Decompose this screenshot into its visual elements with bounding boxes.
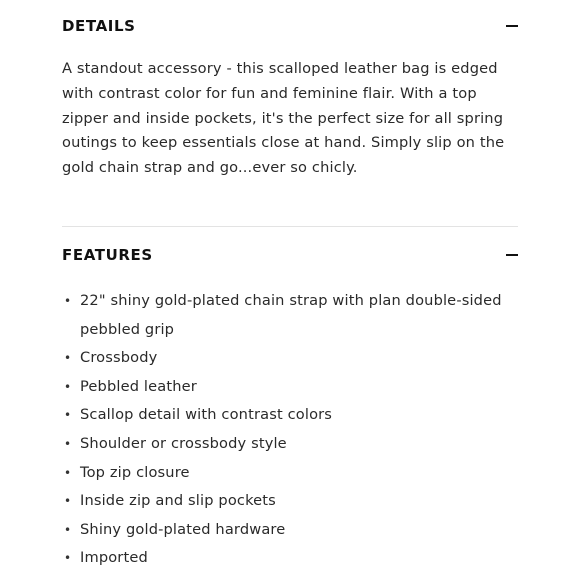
features-list — [62, 287, 518, 573]
feature-text: Inside zip and slip pockets — [80, 492, 276, 510]
section-divider — [62, 226, 518, 227]
feature-text: Crossbody — [80, 349, 158, 367]
feature-item — [62, 401, 518, 430]
bullet-icon: • — [64, 379, 72, 394]
feature-item — [62, 487, 518, 516]
feature-text: Pebbled leather — [80, 377, 197, 395]
collapse-features-minus-icon[interactable] — [506, 254, 518, 257]
features-section — [62, 245, 518, 573]
feature-item — [62, 287, 518, 344]
feature-item — [62, 430, 518, 459]
feature-text: Scallop detail with contrast colors — [80, 406, 333, 424]
features-title: FEATURES — [62, 246, 153, 264]
details-title: DETAILS — [62, 17, 136, 35]
details-section — [62, 16, 518, 181]
bullet-icon: • — [64, 522, 72, 537]
feature-text: Top zip closure — [80, 463, 190, 481]
feature-text: Shoulder or crossbody style — [80, 434, 287, 452]
details-header[interactable] — [62, 16, 518, 36]
bullet-icon: • — [64, 408, 72, 423]
bullet-icon: • — [64, 551, 72, 566]
bullet-icon: • — [64, 494, 72, 509]
feature-item — [62, 373, 518, 402]
bullet-icon: • — [64, 351, 72, 366]
collapse-details-minus-icon[interactable] — [506, 25, 518, 28]
bullet-icon: • — [64, 294, 72, 308]
feature-item — [62, 544, 518, 573]
bullet-icon: • — [64, 465, 72, 480]
feature-text: Shiny gold-plated hardware — [80, 520, 286, 538]
feature-item — [62, 459, 518, 488]
feature-text: Imported — [80, 549, 148, 567]
feature-item — [62, 344, 518, 373]
bullet-icon: • — [64, 436, 72, 451]
feature-text: 22" shiny gold-plated chain strap with plan double-sided pebbled grip — [80, 292, 502, 338]
details-description: A standout accessory - this scalloped leather bag is edged with contrast color for fun and feminine flair. With a top zipper and inside pockets, it's the perfect size for all spring outings to keep essentials close at hand. Simply slip on the gold chain strap and go...ever so chicly. — [62, 60, 505, 177]
feature-item — [62, 516, 518, 545]
features-header[interactable] — [62, 245, 518, 265]
